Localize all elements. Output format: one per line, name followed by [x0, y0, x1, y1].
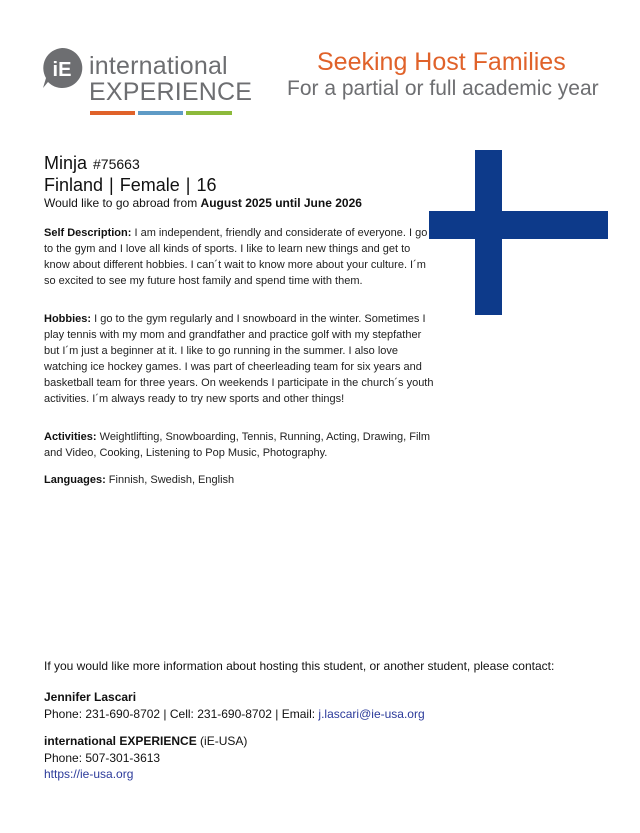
contact-phone-text: Phone: 231-690-8702 | Cell: 231-690-8702 | Email:	[44, 707, 319, 721]
abroad-prefix: Would like to go abroad from	[44, 196, 201, 210]
student-name: Minja	[44, 153, 88, 173]
logo-text-line1: international	[89, 52, 228, 80]
logo-bar-green	[186, 111, 232, 115]
abroad-period: August 2025 until June 2026	[200, 196, 362, 210]
contact-name: Jennifer Lascari	[44, 690, 137, 704]
student-gender: Female	[119, 175, 180, 195]
contact-email-link[interactable]: j.lascari@ie-usa.org	[318, 707, 425, 721]
organization-phone: Phone: 507-301-3613	[44, 751, 161, 765]
self-description-label: Self Description:	[44, 227, 132, 239]
logo-bar-orange	[90, 111, 135, 115]
ie-logo	[40, 46, 253, 120]
activities-section	[44, 429, 434, 461]
activities-label: Activities:	[44, 431, 97, 443]
activities-text: Weightlifting, Snowboarding, Tennis, Running, Acting, Drawing, Film and Video, Cooking, Listening to Pop Music, Photography.	[44, 431, 431, 459]
hobbies-section	[44, 311, 434, 407]
hobbies-label: Hobbies:	[44, 313, 92, 325]
languages-section	[44, 472, 434, 488]
student-name-line	[44, 153, 140, 174]
student-country: Finland	[44, 175, 104, 195]
languages-text: Finnish, Swedish, English	[105, 474, 235, 486]
separator: |	[109, 175, 114, 195]
organization-name-line	[44, 734, 247, 748]
student-id: #75663	[93, 156, 140, 172]
hobbies-text: I go to the gym regularly and I snowboard in the winter. Sometimes I play tennis with my mom and grandfather and practice golf with my stepfather but I´m just a beginner at it. I like to go running in the summer. I also love watching ice hockey games. I was part of cheerleading team for six years and basketball team for three years. On weekends I participate in the church´s youth activities. I´m always ready to try new sports and other things!	[44, 313, 434, 405]
abroad-period-line	[44, 196, 362, 210]
student-age: 16	[196, 175, 217, 195]
contact-phone-line	[44, 707, 425, 721]
page-title: Seeking Host Families	[317, 48, 566, 76]
student-meta-line	[44, 175, 216, 196]
page-subtitle: For a partial or full academic year	[287, 77, 599, 100]
self-description-text: I am independent, friendly and considerate of everyone. I go to the gym and I love all kinds of sports. I like to learn new things and get to know about different hobbies. I can´t wait to know more about your culture. I´m so excited to see my future host family and spend time with them.	[44, 227, 428, 287]
logo-text-line2: EXPERIENCE	[89, 78, 253, 106]
logo-bar-blue	[138, 111, 183, 115]
speech-bubble-logo-icon	[40, 46, 84, 90]
contact-intro: If you would like more information about hosting this student, or another student, please contact:	[44, 659, 555, 673]
logo-mark-text: iE	[52, 59, 72, 81]
organization-website-link[interactable]: https://ie-usa.org	[44, 767, 134, 781]
languages-label: Languages:	[44, 474, 106, 486]
self-description-section	[44, 225, 434, 289]
organization-name: international EXPERIENCE	[44, 734, 197, 748]
organization-suffix: (iE-USA)	[196, 734, 248, 748]
finland-flag-icon	[429, 150, 608, 315]
separator: |	[185, 175, 191, 195]
